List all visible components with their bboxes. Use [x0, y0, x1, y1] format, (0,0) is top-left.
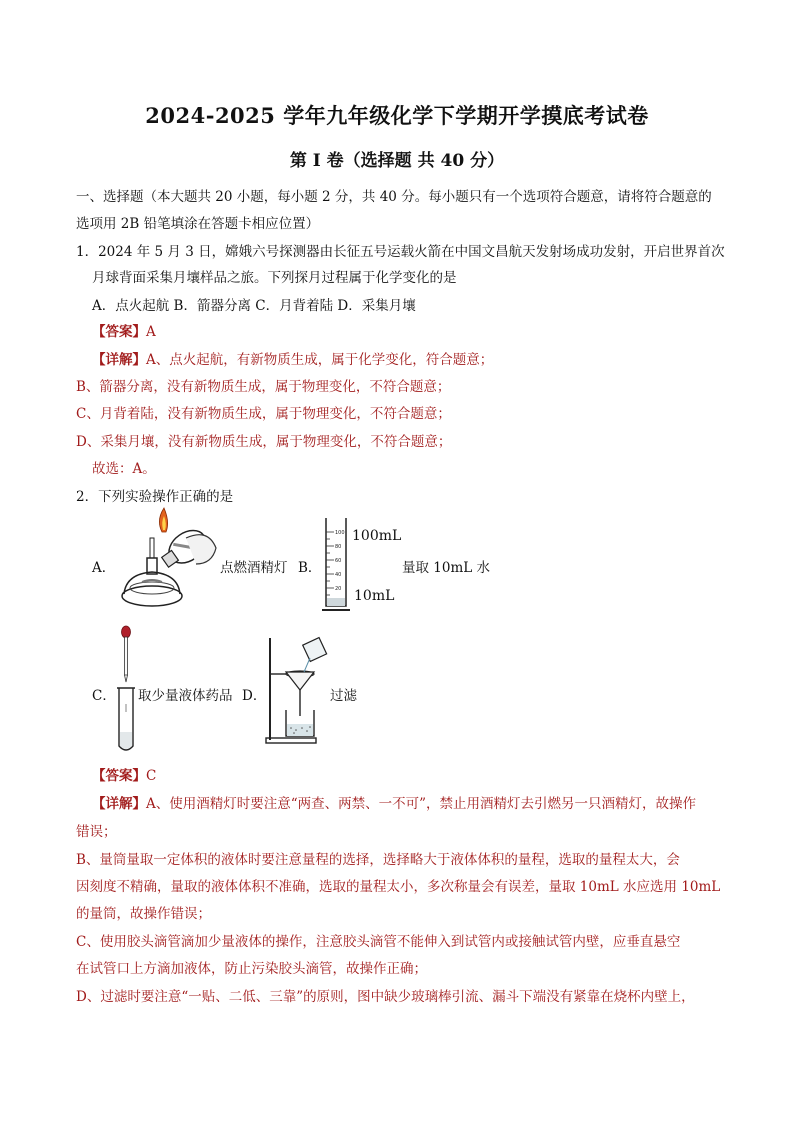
answer-value: C: [146, 768, 157, 784]
q2-option-c-letter: C．: [92, 688, 116, 704]
q2-option-c-text: 取少量液体药品: [138, 688, 233, 704]
q1-answer: [92, 320, 156, 340]
q2-detail-a-line2: 错误；: [76, 824, 117, 840]
q1-detail-c: C、月背着陆，没有新物质生成，属于物理变化，不符合题意；: [76, 406, 451, 422]
cylinder-tick-40: 40: [335, 572, 342, 578]
q2-detail-d-line1: D、过滤时要注意“一贴、二低、三靠”的原则，图中缺少玻璃棒引流、漏斗下端没有紧靠在烧杯内壁上，: [76, 989, 695, 1005]
q2-answer: [92, 764, 156, 784]
q1-detail-d: D、采集月壤，没有新物质生成，属于物理变化，不符合题意；: [76, 434, 452, 450]
q2-option-a-letter: A．: [92, 560, 116, 576]
cylinder-target-label: 10mL: [354, 588, 395, 604]
section-instructions-line2: 选项用 2B 铅笔填涂在答题卡相应位置）: [76, 216, 320, 232]
dropper-test-tube-illustration: [114, 626, 138, 754]
q2-detail-b-line2: 因刻度不精确，量取的液体体积不准确，选取的量程太小，多次称量会有误差，量取 10mL 水应选用 10mL: [76, 879, 721, 895]
q2-option-a-text: 点燃酒精灯: [220, 560, 288, 576]
q2-detail-b-line1: B、量筒量取一定体积的液体时要注意量程的选择，选择略大于液体体积的量程，选取的量程太大，会: [76, 852, 680, 868]
detail-tag: 【详解】: [92, 796, 146, 812]
section-title: 第 I 卷（选择题 共 40 分）: [289, 151, 505, 171]
section-instructions-line1: 一、选择题（本大题共 20 小题，每小题 2 分，共 40 分。每小题只有一个选项符合题意，请将符合题意的: [76, 189, 712, 205]
detail-text: A、点火起航，有新物质生成，属于化学变化，符合题意；: [146, 352, 494, 368]
filtration-illustration: [264, 636, 328, 746]
detail-tag: 【详解】: [92, 352, 146, 368]
detail-text: A、使用酒精灯时要注意“两查、两禁、一不可”，禁止用酒精灯去引燃另一只酒精灯，故操作: [146, 796, 697, 812]
q1-options: A．点火起航 B．箭器分离 C．月背着陆 D．采集月壤: [92, 298, 416, 314]
q1-stem-line2: 月球背面采集月壤样品之旅。下列探月过程属于化学变化的是: [92, 270, 457, 286]
graduated-cylinder-illustration: [322, 518, 350, 612]
q2-option-b-text: 量取 10mL 水: [402, 560, 491, 576]
q2-detail-a-line1: [92, 792, 696, 812]
q1-stem-line1: 1．2024 年 5 月 3 日，嫦娥六号探测器由长征五号运载火箭在中国文昌航天发射场成功发射，开启世界首次: [76, 244, 725, 260]
q1-detail-a: [92, 348, 493, 368]
answer-value: A: [146, 324, 156, 340]
page-title: 2024-2025 学年九年级化学下学期开学摸底考试卷: [145, 103, 649, 128]
q2-option-d-letter: D．: [242, 688, 267, 704]
q2-stem: 2．下列实验操作正确的是: [76, 489, 234, 505]
answer-tag: 【答案】: [92, 768, 146, 784]
q1-detail-b: B、箭器分离，没有新物质生成，属于物理变化，不符合题意；: [76, 379, 451, 395]
cylinder-tick-100: 100: [335, 530, 345, 536]
q2-detail-c-line1: C、使用胶头滴管滴加少量液体的操作，注意胶头滴管不能伸入到试管内或接触试管内壁，应垂直悬空: [76, 934, 681, 950]
q2-option-d-text: 过滤: [330, 688, 357, 704]
alcohol-lamp-illustration: [112, 508, 220, 616]
q2-detail-c-line2: 在试管口上方滴加液体，防止污染胶头滴管，故操作正确；: [76, 961, 427, 977]
answer-tag: 【答案】: [92, 324, 146, 340]
cylinder-tick-60: 60: [335, 558, 342, 564]
q2-option-b-letter: B．: [298, 560, 322, 576]
cylinder-tick-20: 20: [335, 586, 342, 592]
q2-detail-b-line3: 的量筒，故操作错误；: [76, 906, 211, 922]
cylinder-tick-80: 80: [335, 544, 342, 550]
cylinder-capacity-label: 100mL: [352, 528, 402, 544]
q1-conclusion: 故选：A。: [92, 461, 156, 477]
